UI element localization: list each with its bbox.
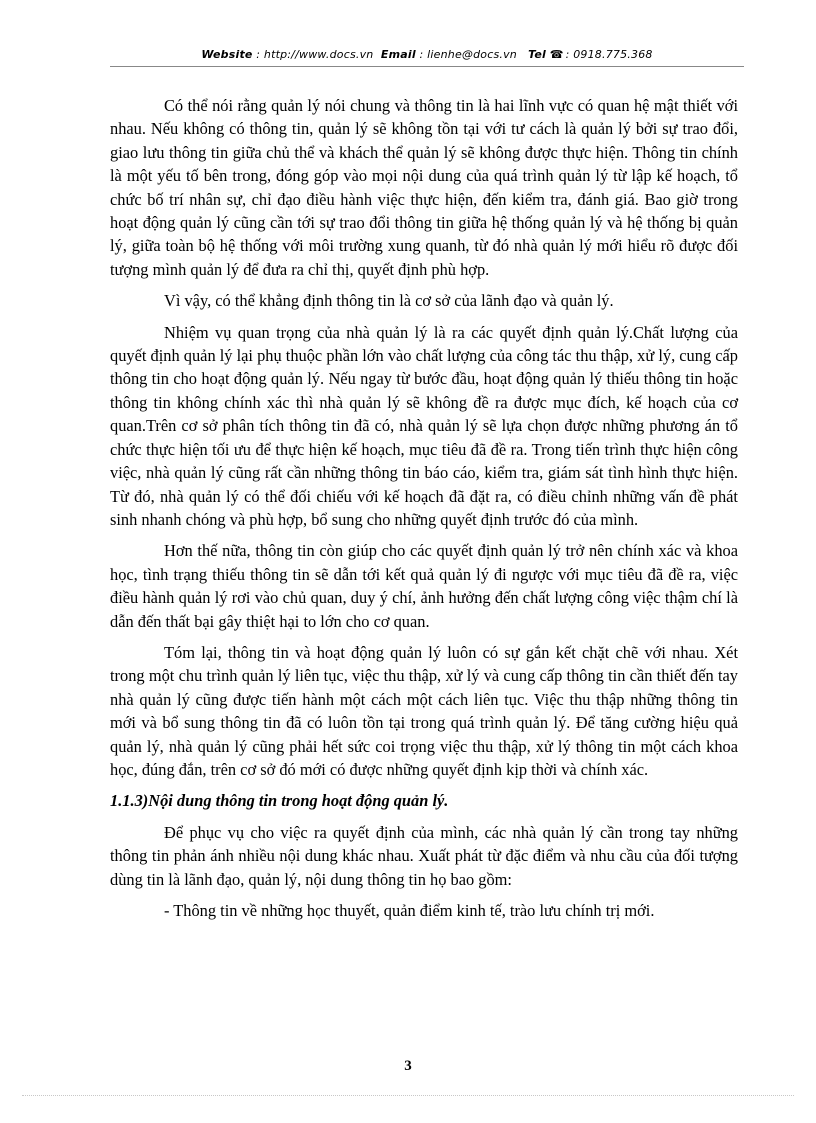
website-label: Website [201,48,253,61]
section-heading: 1.1.3)Nội dung thông tin trong hoạt động quản lý. [110,791,449,811]
page-header [110,48,744,61]
phone-icon: ☎ [549,48,564,61]
header-divider [110,66,744,67]
paragraph-6: Để phục vụ cho việc ra quyết định của mình, các nhà quản lý cần trong tay những thông tin phản ánh nhiều nội dung khác nhau. Xuất phát từ đặc điểm và nhu cầu của đối tượng dùng tin là lãnh đạo, quản lý, nội dung thông tin họ bao gồm: [110,822,738,889]
tel-value: : 0918.775.368 [565,48,653,61]
page-number: 3 [404,1058,412,1074]
paragraph-2: Vì vậy, có thể khẳng định thông tin là cơ sở của lãnh đạo và quản lý. [164,291,614,311]
email-label: Email [380,48,416,61]
footer-divider [22,1095,794,1096]
tel-label: Tel [528,48,546,61]
website-value: : http://www.docs.vn [256,48,374,61]
bullet-item-1: - Thông tin về những học thuyết, quản điểm kinh tế, trào lưu chính trị mới. [164,901,655,920]
paragraph-5: Tóm lại, thông tin và hoạt động quản lý luôn có sự gắn kết chặt chẽ với nhau. Xét trong một chu trình quản lý liên tục, việc thu thập, xử lý và cung cấp thông tin cần thiết đến tay nhà quản lý cũng được tiến hành một cách một cách liên tục. Việc thu thập những thông tin mới và bổ sung thông tin đã có luôn tồn tại trong quá trình quản lý. Để tăng cường hiệu quả quản lý, nhà quản lý cũng phải hết sức coi trọng việc thu thập, xử lý thông tin một cách khoa học, đúng đắn, trên cơ sở đó mới có được những quyết định kịp thời và chính xác. [110,642,738,779]
email-value: : lienhe@docs.vn [419,48,517,61]
document-body [110,94,738,930]
paragraph-4: Hơn thế nữa, thông tin còn giúp cho các quyết định quản lý trở nên chính xác và khoa học, tình trạng thiếu thông tin sẽ dẫn tới kết quả quản lý đi ngược với mục tiêu đã đề ra, việc điều hành quản lý rơi vào chủ quan, duy ý chí, ảnh hưởng đến chất lượng công việc thậm chí là dẫn đến thất bại gây thiệt hại to lớn cho cơ quan. [110,541,738,631]
paragraph-3: Nhiệm vụ quan trọng của nhà quản lý là ra các quyết định quản lý.Chất lượng của quyết định quản lý lại phụ thuộc phần lớn vào chất lượng của công tác thu thập, xử lý, cung cấp thông tin cho hoạt động quản lý. Nếu ngay từ bước đầu, hoạt động quản lý thiếu thông tin hoặc thông tin không chính xác thì nhà quản lý sẽ không đề ra được mục đích, kế hoạch của cơ quan.Trên cơ sở phân tích thông tin đã có, nhà quản lý sẽ lựa chọn được những phương án tổ chức thực hiện tối ưu để thực hiện kế hoạch, mục tiêu đã đề ra. Trong tiến trình thực hiện công việc, nhà quản lý cũng rất cần những thông tin báo cáo, kiểm tra, giám sát tình hình thực hiện. Từ đó, nhà quản lý có thể đối chiếu với kế hoạch đã đặt ra, có điều chỉnh những vấn đề phát sinh nhanh chóng và phù hợp, bổ sung cho những quyết định trước đó của mình. [110,322,738,529]
paragraph-1: Có thể nói rằng quản lý nói chung và thông tin là hai lĩnh vực có quan hệ mật thiết với nhau. Nếu không có thông tin, quản lý sẽ không tồn tại với tư cách là quản lý bởi sự trao đổi, giao lưu thông tin giữa chủ thể và khách thể quản lý sẽ không được thực hiện. Thông tin chính là một yếu tố bên trong, đóng góp vào mọi nội dung của quá trình quản lý từ lập kế hoạch, tổ chức bố trí nhân sự, chỉ đạo điều hành việc thực hiện, đến kiểm tra, đánh giá. Bao giờ trong hoạt động quản lý cũng cần tới sự trao đổi thông tin giữa hệ thống quản lý và hệ thống bị quản lý, giữa toàn bộ hệ thống với môi trường xung quanh, từ đó nhà quản lý mới hiểu rõ được đối tượng mình quản lý để đưa ra chỉ thị, quyết định phù hợp. [110,96,738,279]
